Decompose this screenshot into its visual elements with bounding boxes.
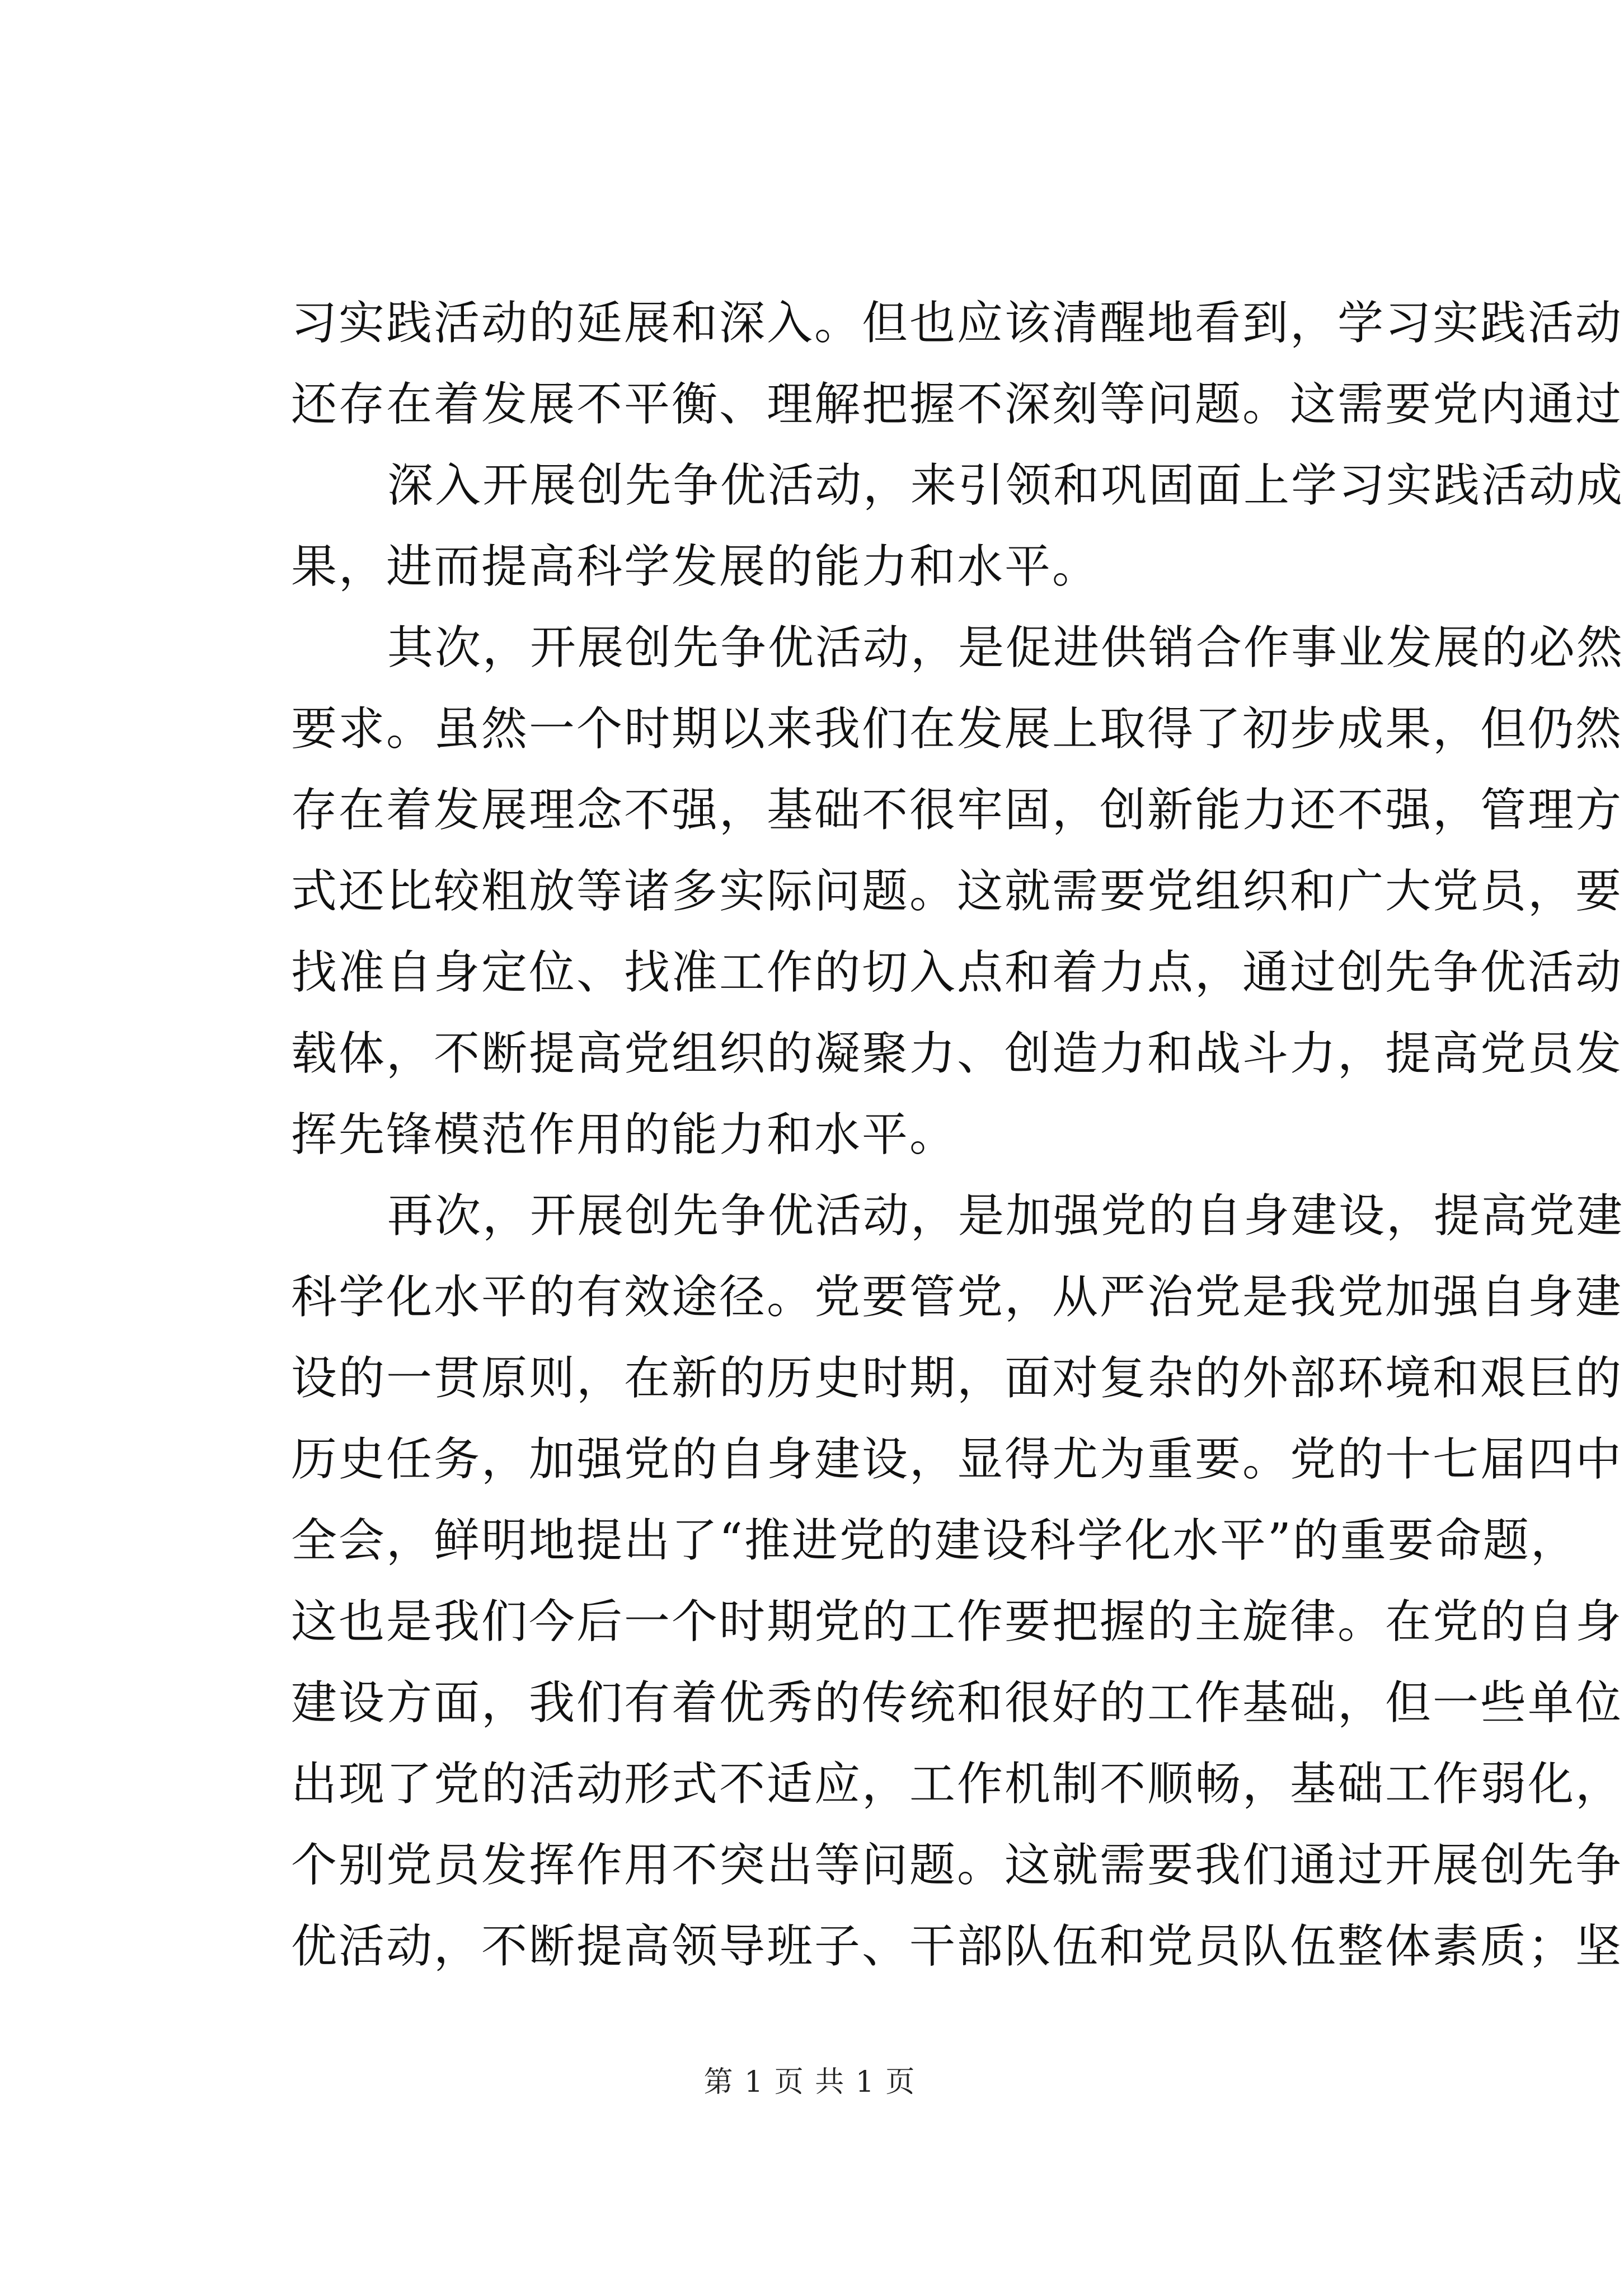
page-number-footer: 第 1 页 共 1 页	[703, 2065, 916, 2099]
text-line: 式还比较粗放等诸多实际问题。这就需要党组织和广大党员，要	[291, 865, 1623, 918]
text-line: 习实践活动的延展和深入。但也应该清醒地看到，学习实践活动	[291, 297, 1623, 350]
text-line: 设的一贯原则，在新的历史时期，面对复杂的外部环境和艰巨的	[291, 1352, 1623, 1405]
text-line: 要求。虽然一个时期以来我们在发展上取得了初步成果，但仍然	[291, 702, 1623, 756]
text-line: 这也是我们今后一个时期党的工作要把握的主旋律。在党的自身	[291, 1595, 1623, 1648]
text-line: 挥先锋模范作用的能力和水平。	[291, 1108, 957, 1161]
text-line: 历史任务，加强党的自身建设，显得尤为重要。党的十七届四中	[291, 1433, 1623, 1486]
text-line: 存在着发展理念不强，基础不很牢固，创新能力还不强，管理方	[291, 784, 1623, 837]
text-line: 果，进而提高科学发展的能力和水平。	[291, 540, 1100, 593]
paragraph-first-line: 再次，开展创先争优活动，是加强党的自身建设，提高党建	[387, 1189, 1624, 1243]
text-line: 优活动，不断提高领导班子、干部队伍和党员队伍整体素质；坚	[291, 1920, 1623, 1973]
text-line: 载体，不断提高党组织的凝聚力、创造力和战斗力，提高党员发	[291, 1027, 1623, 1080]
paragraph-first-line: 深入开展创先争优活动，来引领和巩固面上学习实践活动成	[387, 459, 1624, 512]
document-body	[291, 283, 1624, 1987]
text-line: 全会，鲜明地提出了“推进党的建设科学化水平”的重要命题，	[291, 1514, 1578, 1567]
text-line: 建设方面，我们有着优秀的传统和很好的工作基础，但一些单位	[291, 1676, 1623, 1730]
text-line: 科学化水平的有效途径。党要管党，从严治党是我党加强自身建	[291, 1271, 1623, 1324]
text-line: 个别党员发挥作用不突出等问题。这就需要我们通过开展创先争	[291, 1839, 1623, 1892]
paragraph-first-line: 其次，开展创先争优活动，是促进供销合作事业发展的必然	[387, 621, 1624, 674]
text-line: 出现了党的活动形式不适应，工作机制不顺畅，基础工作弱化，	[291, 1758, 1623, 1811]
text-line: 找准自身定位、找准工作的切入点和着力点，通过创先争优活动	[291, 946, 1623, 999]
text-line: 还存在着发展不平衡、理解把握不深刻等问题。这需要党内通过	[291, 378, 1623, 431]
